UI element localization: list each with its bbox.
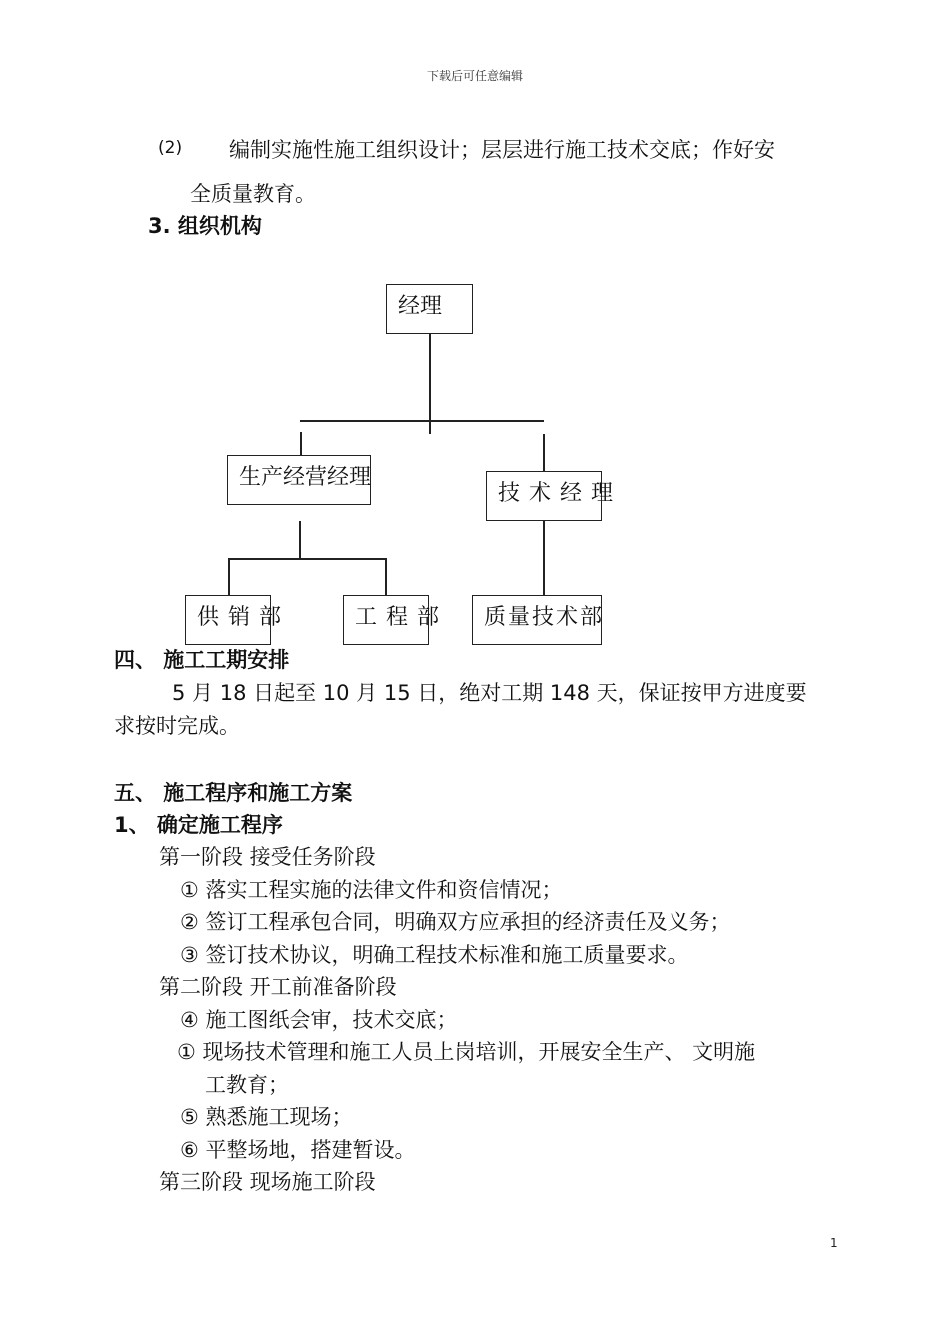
item2-line2: 全质量教育。 xyxy=(190,182,316,206)
list-item: ④ 施工图纸会审，技术交底； xyxy=(180,1008,458,1032)
list-item-continuation: 工教育； xyxy=(205,1073,289,1097)
connector-line xyxy=(300,432,302,456)
stage3-title: 第三阶段 现场施工阶段 xyxy=(159,1170,376,1194)
section4-title: 四、 施工工期安排 xyxy=(114,648,290,672)
section5-title: 五、 施工程序和施工方案 xyxy=(114,781,353,805)
org-label-engineering: 工程部 xyxy=(355,605,449,630)
item2-line1: 编制实施性施工组织设计；层层进行施工技术交底；作好安 xyxy=(229,138,775,162)
org-box-quality xyxy=(472,595,605,645)
connector-line xyxy=(228,558,230,595)
org-label-manager: 经理 xyxy=(398,294,443,319)
org-label-quality: 质量技术部 xyxy=(484,605,605,630)
connector-line xyxy=(228,558,387,560)
list-item: ① 现场技术管理和施工人员上岗培训，开展安全生产、 文明施 xyxy=(177,1040,756,1064)
connector-line xyxy=(385,558,387,595)
item-number: (2) xyxy=(158,138,183,158)
section5-sub1: 1、 确定施工程序 xyxy=(114,813,283,837)
org-box-supply xyxy=(185,595,291,645)
stage2-title: 第二阶段 开工前准备阶段 xyxy=(159,975,397,999)
connector-line xyxy=(543,434,545,471)
list-item: ③ 签订技术协议，明确工程技术标准和施工质量要求。 xyxy=(180,943,689,967)
connector-line xyxy=(429,334,431,434)
section3-title: 3. 组织机构 xyxy=(148,214,262,238)
page-number: 1 xyxy=(830,1236,838,1250)
org-box-technical xyxy=(486,471,623,521)
org-box-production xyxy=(227,455,371,505)
org-box-engineering xyxy=(343,595,449,645)
org-label-supply: 供销部 xyxy=(197,605,291,630)
section4-line2: 求按时完成。 xyxy=(114,714,240,738)
org-label-production: 生产经营经理 xyxy=(239,465,372,490)
list-item: ⑥ 平整场地，搭建暂设。 xyxy=(180,1138,416,1162)
list-item: ② 签订工程承包合同，明确双方应承担的经济责任及义务； xyxy=(180,910,731,934)
page-header: 下载后可任意编辑 xyxy=(427,69,524,83)
connector-line xyxy=(300,420,544,422)
stage1-title: 第一阶段 接受任务阶段 xyxy=(159,845,376,869)
org-label-technical: 技术经理 xyxy=(498,481,623,506)
section4-line1: 5 月 18 日起至 10 月 15 日，绝对工期 148 天，保证按甲方进度要 xyxy=(172,681,807,705)
list-item: ① 落实工程实施的法律文件和资信情况； xyxy=(180,878,563,902)
connector-line xyxy=(543,521,545,596)
org-box-manager xyxy=(386,284,473,334)
list-item: ⑤ 熟悉施工现场； xyxy=(180,1105,353,1129)
connector-line xyxy=(299,521,301,558)
